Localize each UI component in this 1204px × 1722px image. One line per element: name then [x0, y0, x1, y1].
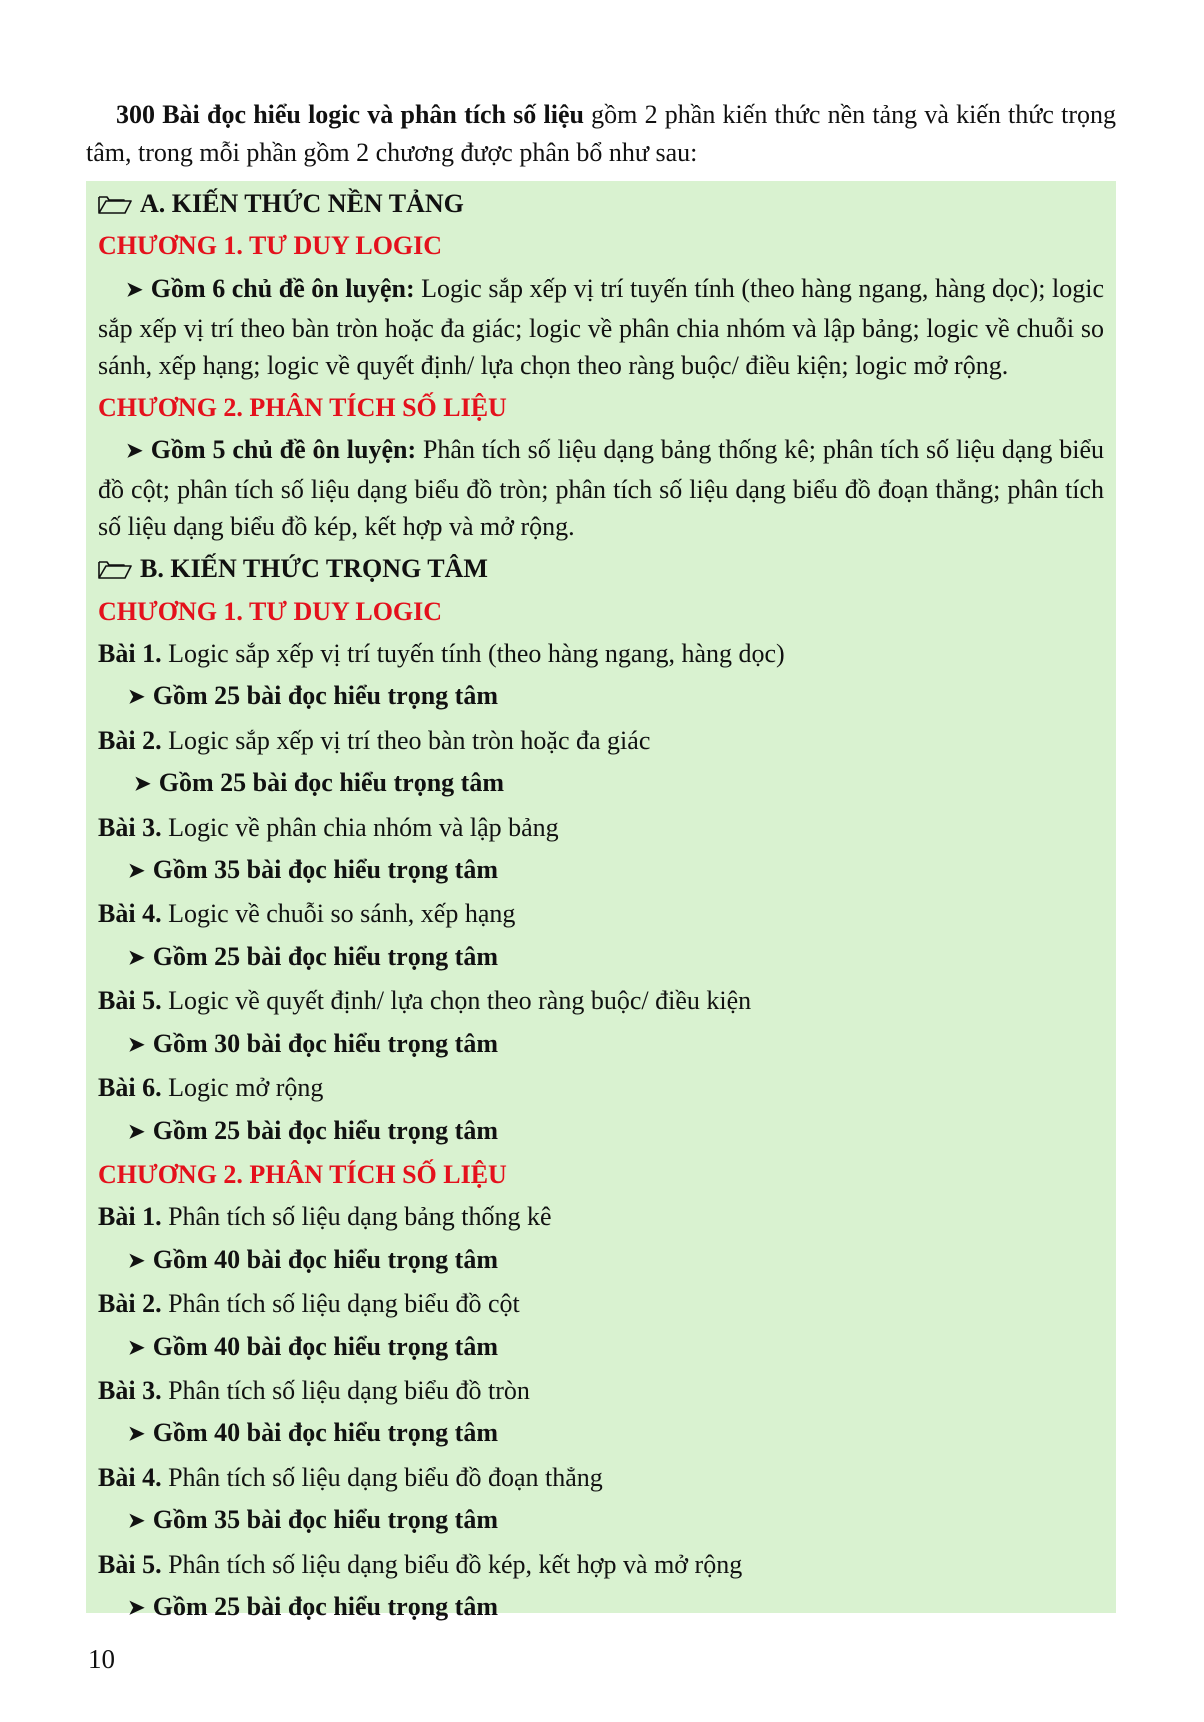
lesson-title: Bài 2. Logic sắp xếp vị trí theo bàn tròn hoặc đa giác — [98, 725, 651, 755]
lesson-title: Bài 3. Logic về phân chia nhóm và lập bảng — [98, 812, 559, 842]
intro-text: gồm 2 phần kiến thức nền tảng và kiến thức trọng tâm, trong mỗi phần gồm 2 chương được phân bổ như sau: — [86, 100, 1116, 167]
lesson-count: ➤ Gồm 25 bài đọc hiểu trọng tâm — [128, 941, 498, 971]
arrow-bullet-icon: ➤ — [126, 440, 143, 463]
lesson-count: ➤ Gồm 40 bài đọc hiểu trọng tâm — [128, 1418, 498, 1448]
arrow-bullet-icon: ➤ — [128, 1336, 145, 1359]
arrow-bullet-icon: ➤ — [128, 686, 145, 709]
folder-icon — [98, 194, 132, 214]
part-b-chapter-1-heading: CHƯƠNG 1. TƯ DUY LOGIC — [98, 596, 443, 626]
part-b-chapter-2-heading: CHƯƠNG 2. PHÂN TÍCH SỐ LIỆU — [98, 1159, 507, 1189]
content-box — [86, 181, 1116, 1621]
part-a-chapter-2-heading: CHƯƠNG 2. PHÂN TÍCH SỐ LIỆU — [98, 392, 507, 422]
lesson-title: Bài 4. Phân tích số liệu dạng biểu đồ đoạn thẳng — [98, 1462, 603, 1492]
lesson-title: Bài 5. Logic về quyết định/ lựa chọn theo ràng buộc/ điều kiện — [98, 986, 752, 1016]
arrow-bullet-icon: ➤ — [128, 1510, 145, 1533]
arrow-bullet-icon: ➤ — [128, 946, 145, 969]
arrow-bullet-icon: ➤ — [128, 1120, 145, 1143]
arrow-bullet-icon: ➤ — [128, 1249, 145, 1272]
lesson-title: Bài 1. Logic sắp xếp vị trí tuyến tính (theo hàng ngang, hàng dọc) — [98, 639, 785, 669]
part-a-chapter-1-summary: ➤ Gồm 6 chủ đề ôn luyện: Logic sắp xếp vị trí tuyến tính (theo hàng ngang, hàng dọc); logic sắp xếp vị trí theo bàn tròn hoặc đa giác; logic về phân chia nhóm và lập bảng; logic về chuỗi so sánh, xếp hạng; logic về quyết định/ lựa chọn theo ràng buộc/ điều kiện; logic mở rộng. — [98, 273, 1104, 380]
lesson-title: Bài 1. Phân tích số liệu dạng bảng thống kê — [98, 1202, 552, 1232]
lesson-count: ➤ Gồm 25 bài đọc hiểu trọng tâm — [128, 1591, 498, 1621]
lesson-title: Bài 6. Logic mở rộng — [98, 1073, 324, 1103]
lesson-count: ➤ Gồm 25 bài đọc hiểu trọng tâm — [128, 681, 498, 711]
lesson-title: Bài 5. Phân tích số liệu dạng biểu đồ kép, kết hợp và mở rộng — [98, 1549, 743, 1579]
arrow-bullet-icon: ➤ — [128, 1423, 145, 1446]
part-a-chapter-1-heading: CHƯƠNG 1. TƯ DUY LOGIC — [98, 231, 443, 261]
lesson-count: ➤ Gồm 35 bài đọc hiểu trọng tâm — [128, 1505, 498, 1535]
page-number: 10 — [88, 1644, 115, 1674]
lesson-count: ➤ Gồm 40 bài đọc hiểu trọng tâm — [128, 1331, 498, 1361]
arrow-bullet-icon: ➤ — [126, 278, 143, 301]
arrow-bullet-icon: ➤ — [128, 1033, 145, 1056]
intro-title: 300 Bài đọc hiểu logic và phân tích số liệu — [116, 100, 584, 129]
part-a-heading: A. KIẾN THỨC NỀN TẢNG — [98, 183, 1104, 225]
arrow-bullet-icon: ➤ — [128, 1596, 145, 1619]
lesson-title: Bài 2. Phân tích số liệu dạng biểu đồ cột — [98, 1289, 520, 1319]
lesson-count: ➤ Gồm 30 bài đọc hiểu trọng tâm — [128, 1028, 498, 1058]
lesson-count: ➤ Gồm 25 bài đọc hiểu trọng tâm — [128, 1115, 498, 1145]
folder-icon — [98, 559, 132, 579]
arrow-bullet-icon: ➤ — [128, 860, 145, 883]
intro-paragraph — [86, 96, 1116, 172]
part-a-chapter-2-summary: ➤ Gồm 5 chủ đề ôn luyện: Phân tích số liệu dạng bảng thống kê; phân tích số liệu dạng biểu đồ cột; phân tích số liệu dạng biểu đồ tròn; phân tích số liệu dạng biểu đồ đoạn thẳng; phân tích số liệu dạng biểu đồ kép, kết hợp và mở rộng. — [98, 435, 1104, 542]
lesson-title: Bài 3. Phân tích số liệu dạng biểu đồ tròn — [98, 1375, 530, 1405]
lesson-title: Bài 4. Logic về chuỗi so sánh, xếp hạng — [98, 899, 516, 929]
arrow-bullet-icon: ➤ — [134, 773, 151, 796]
lesson-count: ➤ Gồm 40 bài đọc hiểu trọng tâm — [128, 1244, 498, 1274]
part-b-heading: B. KIẾN THỨC TRỌNG TÂM — [98, 548, 1104, 590]
lesson-count: ➤ Gồm 35 bài đọc hiểu trọng tâm — [128, 855, 498, 885]
lesson-count: ➤ Gồm 25 bài đọc hiểu trọng tâm — [134, 768, 504, 798]
